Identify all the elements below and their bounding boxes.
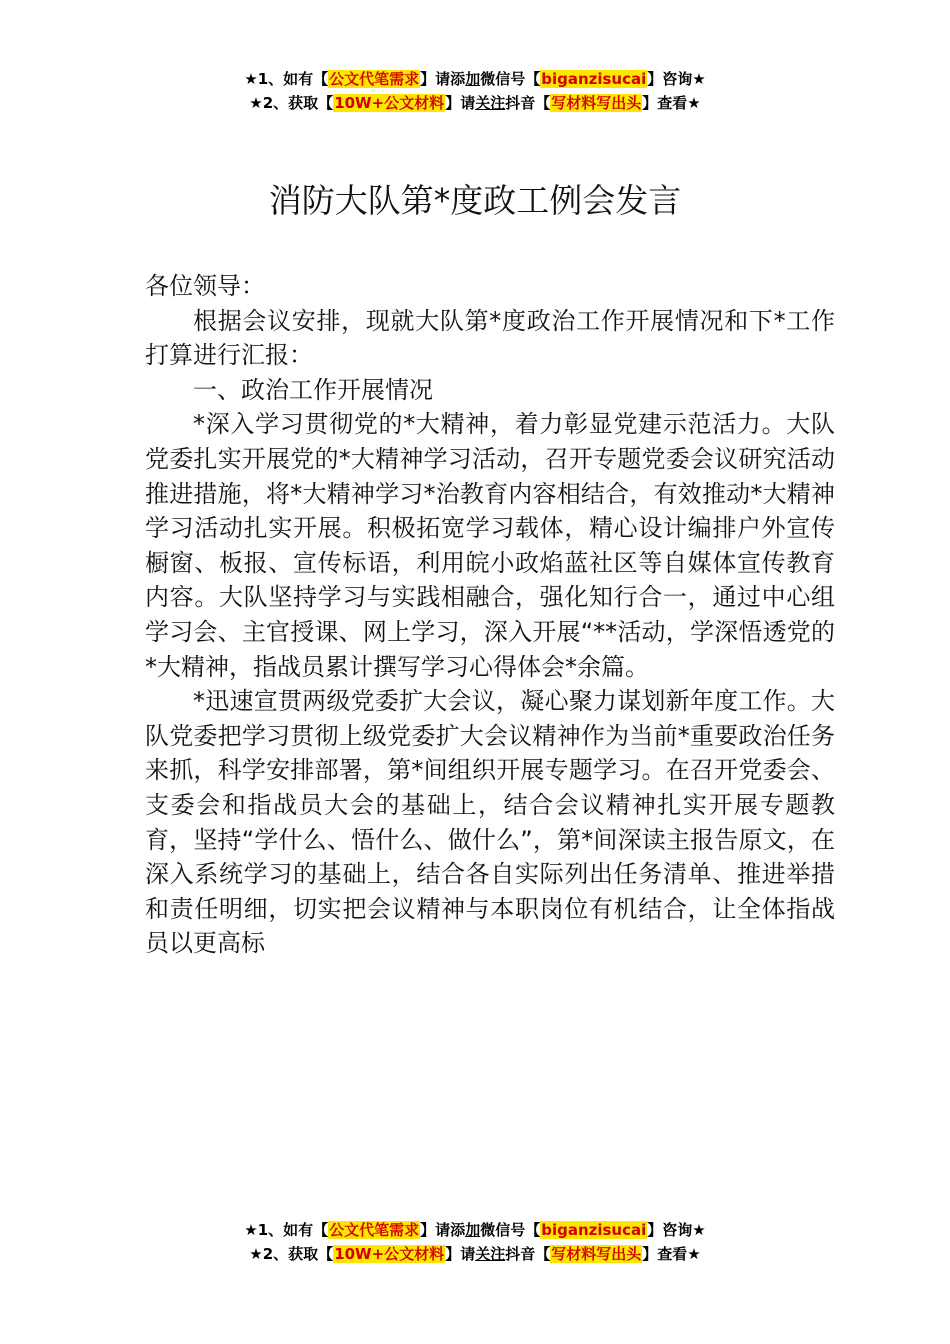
banner-text: 微信号【 xyxy=(480,1221,541,1239)
banner-text: 】查看★ xyxy=(642,94,701,112)
banner-text: ★1、如有【 xyxy=(244,1221,329,1239)
banner-text: 】咨询★ xyxy=(647,70,706,88)
banner-text: 关注 xyxy=(475,94,506,112)
paragraph: *迅速宣贯两级党委扩大会议，凝心聚力谋划新年度工作。大队党委把学习贯彻上级党委扩大会议精神作为当前*重要政治任务来抓，科学安排部署，第*间组织开展专题学习。在召开党委会、支委会和指战员大会的基础上，结合会议精神扎实开展专题教育，坚持“学什么、悟什么、做什么”，第*间深读主报告原文，在深入系统学习的基础上，结合各自实际列出任务清单、推进举措和责任明细，切实把会议精神与本职岗位有机结合，让全体指战员以更高标 xyxy=(145,687,835,958)
highlight-wechat-id: biganzisucai xyxy=(541,1221,647,1239)
banner-line-2 xyxy=(0,1242,950,1266)
banner-text: 加 xyxy=(465,1221,481,1239)
banner-text: ★1、如有【 xyxy=(244,70,329,88)
banner-text: ★2、获取【 xyxy=(249,1245,334,1263)
banner-text: 】咨询★ xyxy=(647,1221,706,1239)
highlight-materials: 10W+公文材料 xyxy=(334,94,445,112)
banner-text: 】请 xyxy=(445,94,476,112)
banner-text: 】查看★ xyxy=(642,1245,701,1263)
paragraph: *深入学习贯彻党的*大精神，着力彰显党建示范活力。大队党委扎实开展党的*大精神学习活动，召开专题党委会议研究活动推进措施，将*大精神学习*治教育内容相结合，有效推动*大精神学习活动扎实开展。积极拓宽学习载体，精心设计编排户外宣传橱窗、板报、宣传标语，利用皖小政焰蓝社区等自媒体宣传教育内容。大队坚持学习与实践相融合，强化知行合一，通过中心组学习会、主官授课、网上学习，深入开展“**活动，学深悟透党的*大精神，指战员累计撰写学习心得体会*余篇。 xyxy=(145,410,835,681)
highlight-douyin-account: 写材料写出头 xyxy=(551,1245,642,1263)
footer-banner xyxy=(0,1218,950,1266)
highlight-douyin-account: 写材料写出头 xyxy=(551,94,642,112)
document-body xyxy=(145,269,835,961)
salutation: 各位领导： xyxy=(145,272,265,300)
section-heading: 一、政治工作开展情况 xyxy=(193,375,433,404)
banner-line-1 xyxy=(0,67,950,91)
paragraph: 根据会议安排，现就大队第*度政治工作开展情况和下*工作打算进行汇报： xyxy=(145,306,835,370)
banner-text: 加 xyxy=(465,70,481,88)
banner-text: 抖音【 xyxy=(505,94,551,112)
banner-text: 关注 xyxy=(475,1245,506,1263)
highlight-service: 公文代笔需求 xyxy=(329,1221,420,1239)
banner-text: 】请添 xyxy=(420,70,466,88)
banner-text: ★2、获取【 xyxy=(249,94,334,112)
banner-line-1 xyxy=(0,1218,950,1242)
banner-text: 】请添 xyxy=(420,1221,466,1239)
document-title: 消防大队第*度政工例会发言 xyxy=(268,181,682,220)
highlight-materials: 10W+公文材料 xyxy=(334,1245,445,1263)
highlight-service: 公文代笔需求 xyxy=(329,70,420,88)
banner-text: 微信号【 xyxy=(480,70,541,88)
banner-text: 抖音【 xyxy=(505,1245,551,1263)
header-banner xyxy=(0,67,950,115)
banner-text: 】请 xyxy=(445,1245,476,1263)
highlight-wechat-id: biganzisucai xyxy=(541,70,647,88)
banner-line-2 xyxy=(0,91,950,115)
